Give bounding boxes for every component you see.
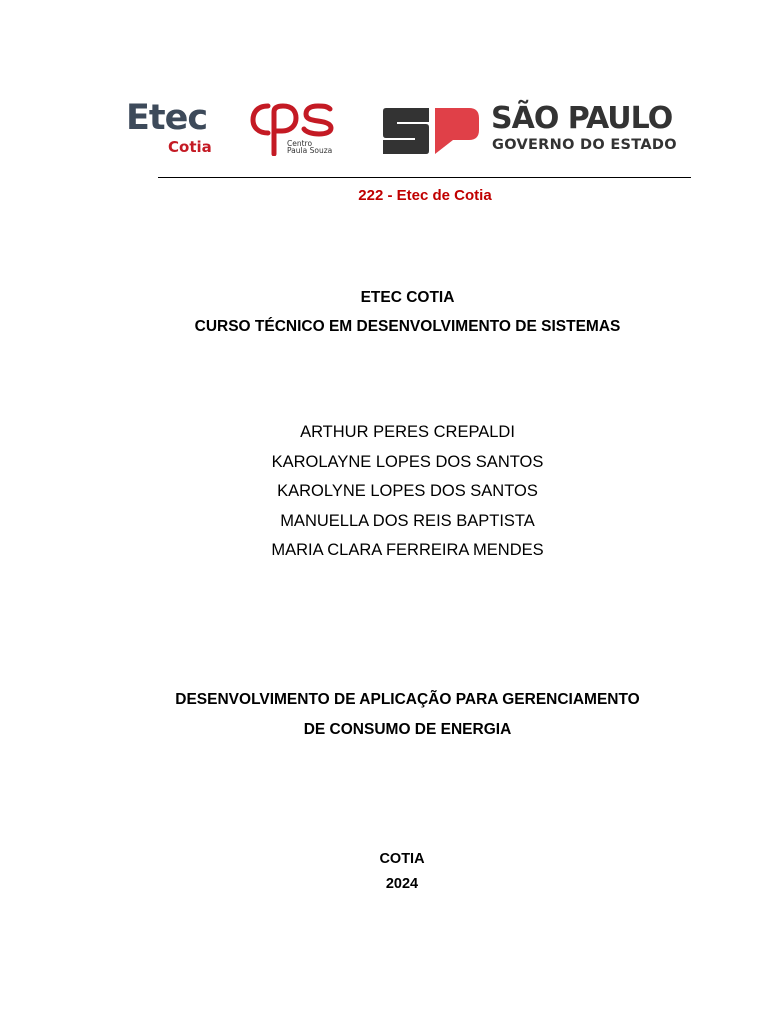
school-code: 222 - Etec de Cotia: [358, 187, 492, 204]
sp-logo-title: SÃO PAULO: [491, 101, 673, 136]
author-name: ARTHUR PERES CREPALDI: [300, 423, 515, 441]
header-divider: [158, 177, 691, 178]
sao-paulo-government-logo: [383, 101, 679, 156]
sp-logo-mark: [383, 108, 483, 154]
etec-logo-city: Cotia: [168, 138, 212, 156]
document-title-line1: DESENVOLVIMENTO DE APLICAÇÃO PARA GERENCIAMENTO: [175, 691, 640, 708]
course-name: CURSO TÉCNICO EM DESENVOLVIMENTO DE SISTEMAS: [194, 318, 621, 335]
author-name: KAROLYNE LOPES DOS SANTOS: [277, 482, 538, 500]
author-name: KAROLAYNE LOPES DOS SANTOS: [271, 452, 544, 471]
etec-cotia-logo: [126, 98, 216, 156]
author-name: MARIA CLARA FERREIRA MENDES: [271, 541, 544, 559]
author-name: MANUELLA DOS REIS BAPTISTA: [280, 511, 535, 530]
cps-logo-line1: Centro: [287, 139, 313, 148]
cps-logo-line2: Paula Souza: [287, 146, 333, 155]
authors-list: [0, 423, 768, 571]
year: 2024: [385, 876, 419, 892]
etec-logo-wordmark: Etec: [126, 98, 208, 138]
cps-logo-mark: [250, 100, 336, 156]
city: COTIA: [379, 851, 425, 867]
sp-logo-subtitle: GOVERNO DO ESTADO: [492, 137, 677, 153]
cps-logo: [250, 100, 336, 156]
institution-name: ETEC COTIA: [360, 289, 455, 306]
document-title-line2: DE CONSUMO DE ENERGIA: [303, 721, 512, 738]
